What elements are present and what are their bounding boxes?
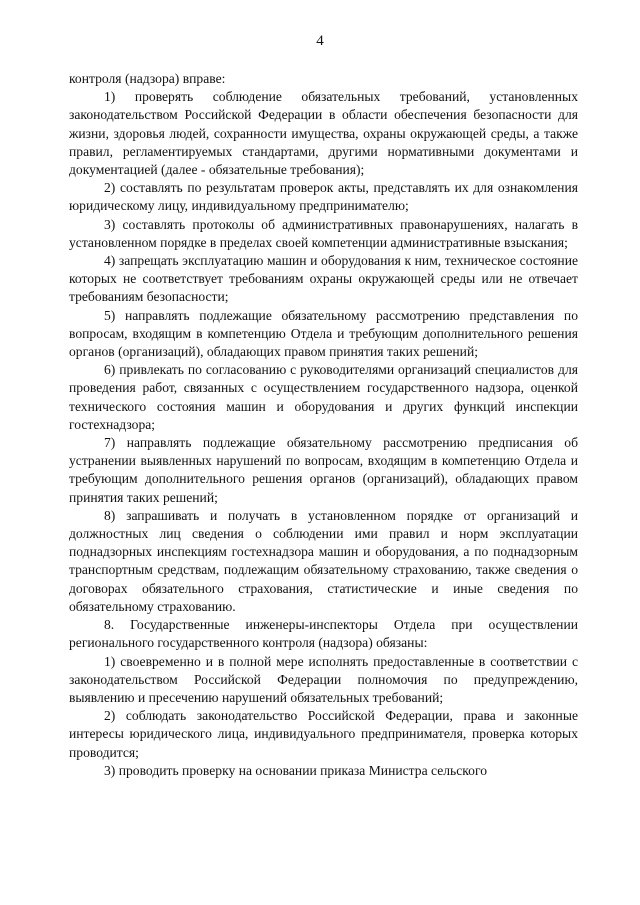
paragraph-right-2: 2) составлять по результатам проверок акты, представлять их для ознакомления юридическому лицу, индивидуальному предпринимателю; [69, 180, 578, 214]
paragraph-right-5: 5) направлять подлежащие обязательному рассмотрению представления по вопросам, входящим в компетенцию Отдела и требующим дополнительного решения органов (организаций), обладающих правом принятия таких решений; [69, 307, 578, 360]
paragraph-section-8: 8. Государственные инженеры-инспекторы Отдела при осуществлении регионального государственного контроля (надзора) обязаны: [69, 617, 578, 651]
paragraph-duty-3: 3) проводить проверку на основании приказа Министра сельского [104, 762, 487, 778]
document-body [69, 70, 578, 780]
paragraph-duty-1: 1) своевременно и в полной мере исполнять предоставленные в соответствии с законодательством Российской Федерации полномочия по предупреждению, выявлению и пресечению нарушений обязательных требований; [69, 653, 578, 705]
paragraph-intro: контроля (надзора) вправе: [69, 71, 226, 86]
paragraph-right-7: 7) направлять подлежащие обязательному рассмотрению предписания об устранении выявленных нарушений по вопросам, входящим в компетенцию Отдела и требующим дополнительного решения органов (организаций), обладающих правом принятия таких решений; [69, 435, 578, 505]
paragraph-right-6: 6) привлекать по согласованию с руководителями организаций специалистов для проведения работ, связанных с осуществлением государственного надзора, оценкой технического состояния машин и оборудования и других функций инспекции гостехнадзора; [69, 362, 578, 432]
paragraph-duty-2: 2) соблюдать законодательство Российской Федерации, права и законные интересы юридического лица, индивидуального предпринимателя, проверка которых проводится; [69, 708, 578, 760]
paragraph-right-8: 8) запрашивать и получать в установленном порядке от организаций и должностных лиц сведения о соблюдении ими правил и норм эксплуатации поднадзорных инспекциям гостехнадзора машин и оборудования, а по поднадзорным транспортным средствам, подлежащим обязательному страхованию, также сведения о договорах обязательного страхования, статистические и иные сведения по обязательному страхованию. [69, 507, 578, 614]
paragraph-right-1: 1) проверять соблюдение обязательных требований, установленных законодательством Российской Федерации в области обеспечения безопасности для жизни, здоровья людей, сохранности имущества, охраны окружающей среды, а также правил, регламентируемых стандартами, другими нормативными документами и документацией (далее - обязательные требования); [69, 89, 578, 178]
page-number: 4 [316, 33, 324, 49]
paragraph-right-4: 4) запрещать эксплуатацию машин и оборудования к ним, техническое состояние которых не соответствует требованиям охраны окружающей среды или не отвечает требованиям безопасности; [69, 253, 578, 305]
paragraph-right-3: 3) составлять протоколы об административных правонарушениях, налагать в установленном порядке в пределах своей компетенции административные взыскания; [69, 216, 578, 250]
